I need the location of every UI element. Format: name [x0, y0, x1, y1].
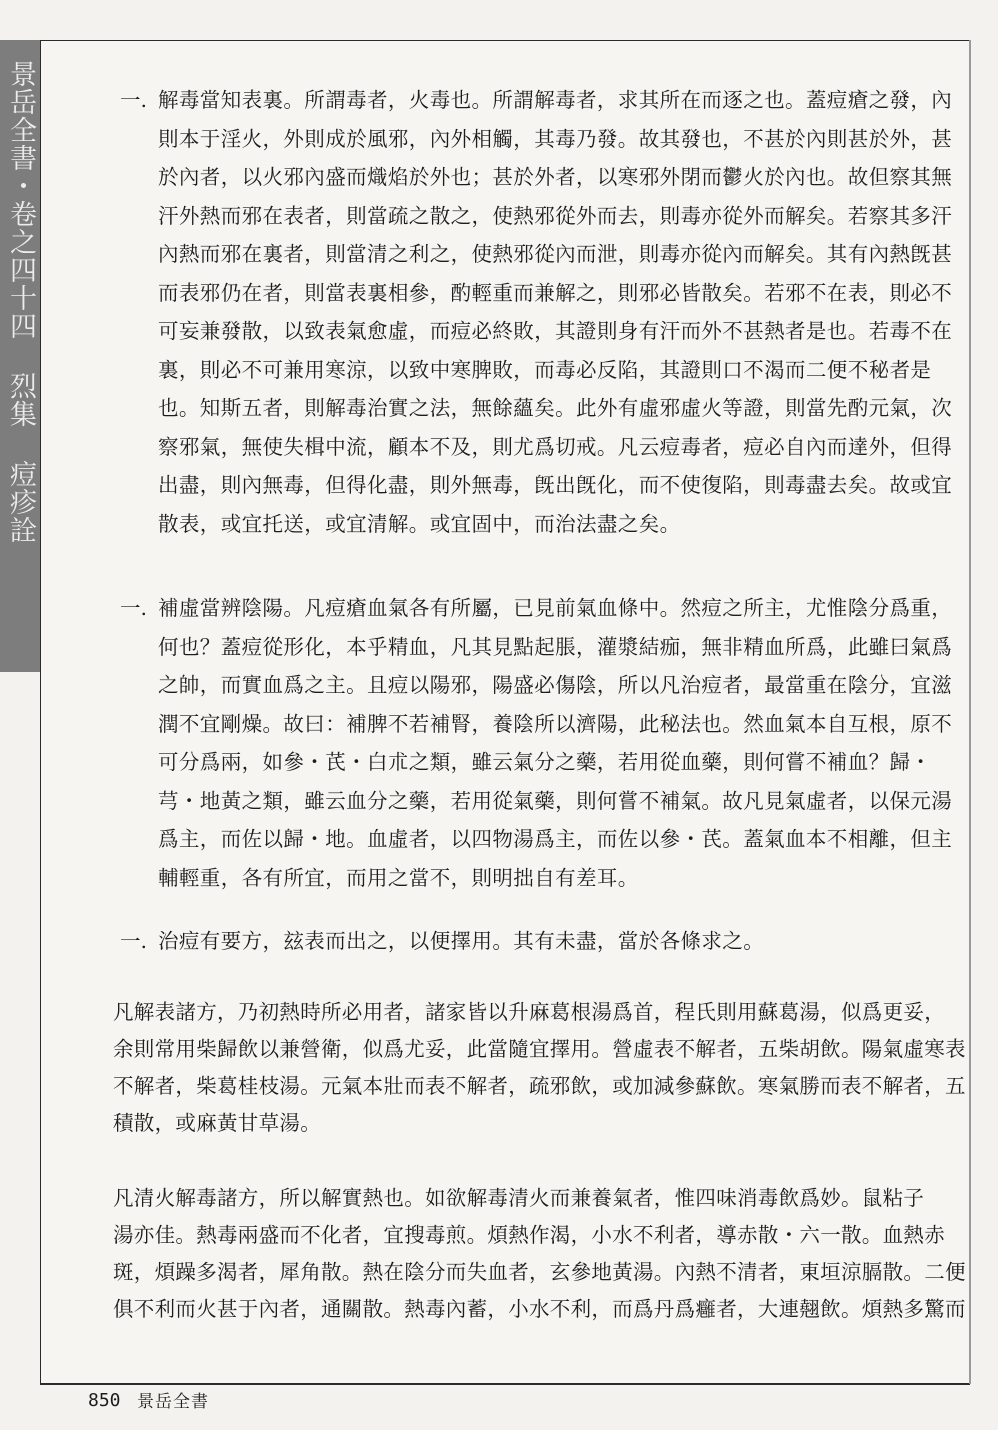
text-line: 補虛當辨陰陽。凡痘瘡血氣各有所屬，已見前氣血條中。然痘之所主，尤惟陰分爲重，: [158, 596, 953, 620]
footer-rule: [40, 1384, 970, 1385]
text-line: 潤不宜剛燥。故曰：補脾不若補腎，養陰所以濟陽，此秘法也。然血氣本自互根，原不: [158, 711, 953, 736]
text-line: 治痘有要方，玆表而出之，以便擇用。其有未盡，當於各條求之。: [158, 929, 765, 953]
item-marker: 一.: [120, 596, 148, 620]
text-line: 察邪氣，無使失楫中流，顧本不及，則尤爲切戒。凡云痘毒者，痘必自內而達外，但得: [158, 434, 953, 459]
text-line: 俱不利而火甚于內者，通關散。熱毒內蓄，小水不利，而爲丹爲癰者，大連翹飲。煩熱多驚而: [113, 1297, 966, 1321]
text-line: 可分爲兩，如參・芪・白朮之類，雖云氣分之藥，若用從血藥，則何嘗不補血？歸・: [158, 750, 932, 774]
text-line: 斑，煩躁多渴者，犀角散。熱在陰分而失血者，玄參地黃湯。內熱不清者，東垣涼膈散。二便: [113, 1260, 966, 1284]
text-line: 湯亦佳。熱毒兩盛而不化者，宜搜毒煎。煩熱作渴，小水不利者，導赤散・六一散。血熱赤: [113, 1223, 945, 1247]
text-line: 汗外熱而邪在表者，則當疏之散之，使熱邪從外而去，則毒亦從外而解矣。若察其多汗: [158, 203, 953, 228]
text-line: 之帥，而實血爲之主。且痘以陽邪，陽盛必傷陰，所以凡治痘者，最當重在陰分，宜滋: [158, 673, 953, 697]
text-line: 不解者，柴葛桂枝湯。元氣本壯而表不解者，疏邪飲，或加減參蘇飲。寒氣勝而表不解者，五: [113, 1074, 966, 1098]
running-title: 景岳全書: [137, 1392, 209, 1412]
item-marker: 一.: [120, 929, 148, 953]
text-line: 而表邪仍在者，則當表裏相參，酌輕重而兼解之，則邪必皆散矣。若邪不在表，則必不: [158, 280, 953, 305]
item-tonify-paragraph: [158, 589, 953, 897]
chapter-side-tab-text: 景岳全書・卷之四十四 烈集 痘疹詮: [5, 60, 36, 544]
text-line: 積散，或麻黃甘草湯。: [113, 1111, 321, 1135]
text-line: 裏，則必不可兼用寒涼，以致中寒脾敗，而毒必反陷，其證則口不渴而二便不秘者是: [158, 357, 932, 382]
item-detox-paragraph: [158, 81, 953, 543]
text-line: 凡清火解毒諸方，所以解實熱也。如欲解毒清火而兼養氣者，惟四味消毒飲爲妙。鼠粘子: [113, 1186, 925, 1210]
text-line: 余則常用柴歸飲以兼營衛，似爲尤妥，此當隨宜擇用。營虛表不解者，五柴胡飲。陽氣虛寒表: [113, 1037, 966, 1061]
item-formulas-paragraph: [158, 922, 943, 961]
text-line: 也。知斯五者，則解毒治實之法，無餘蘊矣。此外有虛邪虛火等證，則當先酌元氣，次: [158, 396, 953, 420]
text-line: 內熱而邪在裏者，則當清之利之，使熱邪從內而泄，則毒亦從內而解矣。其有內熱旣甚: [158, 242, 953, 266]
text-line: 散表，或宜托送，或宜清解。或宜固中，而治法盡之矣。: [158, 511, 681, 536]
page-number: 850: [88, 1390, 121, 1411]
text-line: 凡解表諸方，乃初熱時所必用者，諸家皆以升麻葛根湯爲首，程氏則用蘇葛湯，似爲更妥，: [113, 1000, 945, 1024]
item-marker: 一.: [120, 88, 148, 112]
text-line: 爲主，而佐以歸・地。血虛者，以四物湯爲主，而佐以參・芪。蓋氣血本不相離，但主: [158, 827, 953, 851]
text-line: 則本于淫火，外則成於風邪，內外相觸，其毒乃發。故其發也，不甚於內則甚於外，甚: [158, 126, 953, 151]
clear-fire-formulas-paragraph: [113, 1180, 966, 1328]
text-line: 何也？蓋痘從形化，本乎精血，凡其見點起脹，灌漿結痂，無非精血所爲，此雖曰氣爲: [158, 634, 953, 659]
text-line: 出盡，則內無毒，但得化盡，則外無毒，旣出旣化，而不使復陷，則毒盡去矣。故或宜: [158, 473, 953, 497]
text-line: 解毒當知表裏。所謂毒者，火毒也。所謂解毒者，求其所在而逐之也。蓋痘瘡之發，內: [158, 88, 953, 112]
text-line: 於內者，以火邪內盛而熾焰於外也；甚於外者，以寒邪外閉而鬱火於內也。故但察其無: [158, 165, 953, 189]
exterior-formulas-paragraph: [113, 994, 966, 1142]
text-line: 可妄兼發散，以致表氣愈虛，而痘必終敗，其證則身有汗而外不甚熱者是也。若毒不在: [158, 319, 953, 343]
text-line: 芎・地黃之類，雖云血分之藥，若用從氣藥，則何嘗不補氣。故凡見氣虛者，以保元湯: [158, 788, 953, 813]
text-line: 輔輕重，各有所宜，而用之當不，則明拙自有差耳。: [158, 865, 639, 890]
